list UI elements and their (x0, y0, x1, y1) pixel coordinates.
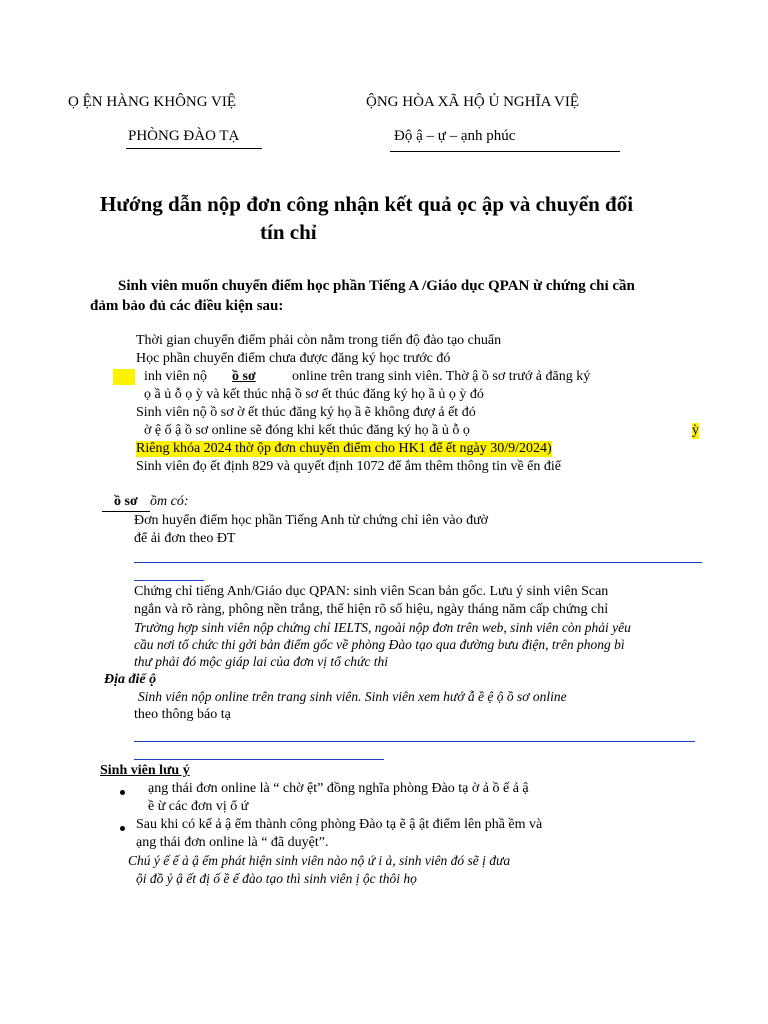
condition-7-highlight: Riêng khóa 2024 thờ ộp đơn chuyển điểm cho HK1 để ết ngày 30/9/2024) (136, 441, 552, 456)
location-1: Sinh viên nộp online trên trang sinh viên. Sinh viên xem hướ ẫ ề ệ ộ ồ sơ online (138, 689, 567, 704)
page-title-line1: Hướng dẫn nộp đơn công nhận kết quả ọc ập và chuyển đổi (100, 192, 634, 216)
dossier-5: Trường hợp sinh viên nộp chứng chỉ IELTS, ngoài nộp đơn trên web, sinh viên còn phải yêu (134, 620, 631, 635)
condition-2: Học phần chuyển điểm chưa được đăng ký học trước đó (136, 351, 451, 366)
location-link-underline-2[interactable] (134, 759, 384, 760)
dossier-6: cầu nơi tổ chức thi gởi bản điểm gốc về phòng Đào tạo qua đường bưu điện, trên phong bì (134, 637, 625, 652)
condition-3a: inh viên nộ (144, 369, 207, 384)
dossier-4: ngắn và rõ ràng, phông nền trắng, thể hiện rõ số hiệu, ngày tháng năm cấp chứng chỉ (134, 602, 609, 617)
header-dept: PHÒNG ĐÀO TẠ (128, 128, 240, 144)
dossier-heading: ồ sơ (114, 494, 138, 509)
header-org: Ọ ỆN HÀNG KHÔNG VIỆ (68, 94, 237, 110)
condition-6b: ỳ (692, 423, 699, 438)
note-1a: ạng thái đơn online là “ chờ ệt” đồng nghĩa phòng Đào tạ ờ ả ồ ế ả ậ (148, 781, 529, 796)
caution-1: Chú ý ế ế ả ậ ểm phát hiện sinh viên nào nộ ứ i ả, sinh viên đó sẽ ị đưa (128, 853, 511, 868)
link-underline-2[interactable] (134, 580, 204, 581)
header-dept-underline (126, 148, 262, 149)
header-motto: Độ ậ – ự – ạnh phúc (394, 128, 516, 144)
highlight-mark (113, 369, 135, 385)
intro-line2: đảm bảo đủ các điều kiện sau: (90, 298, 284, 314)
condition-6a: ờ ệ ố ậ ồ sơ online sẽ đóng khi kết thúc đăng ký họ ầ ủ ỗ ọ (144, 423, 470, 438)
header-motto-underline (390, 151, 620, 152)
header-country: ỘNG HÒA XÃ HỘ Ủ NGHĨA VIỆ (366, 94, 580, 110)
dossier-2: để ải đơn theo ĐT (134, 531, 236, 546)
location-heading: Địa điể ộ (104, 672, 157, 687)
condition-4: ọ ầ ủ ỗ ọ ỳ và kết thúc nhậ ồ sơ ết thúc đăng ký họ ầ ủ ọ ỳ đó (144, 387, 484, 402)
link-underline[interactable] (134, 562, 702, 563)
condition-5: Sinh viên nộ ồ sơ ờ ết thúc đăng ký họ ầ ẽ không đượ ả ết đó (136, 405, 476, 420)
note-1b: ề ừ các đơn vị ổ ứ (148, 799, 249, 814)
location-2: theo thông báo tạ (134, 707, 231, 722)
dossier-7: thư phải đó mộc giáp lai của đơn vị tổ chức thi (134, 654, 389, 669)
dossier-heading-rest: ồm có: (150, 494, 189, 509)
location-link-underline[interactable] (134, 741, 695, 742)
notes-heading: Sinh viên lưu ý (100, 763, 190, 778)
dossier-3: Chứng chỉ tiếng Anh/Giáo dục QPAN: sinh viên Scan bản gốc. Lưu ý sinh viên Scan (134, 584, 609, 599)
condition-3-dossier: ồ sơ (232, 369, 256, 384)
intro-line1: Sinh viên muốn chuyển điểm học phần Tiếng A /Giáo dục QPAN ừ chứng chỉ cần (118, 278, 635, 294)
note-2a: Sau khi có kế ả ậ ểm thành công phòng Đào tạ ẽ ậ ật điểm lên phầ ềm và (136, 817, 543, 832)
page-title-line2: tín chỉ (260, 220, 317, 244)
condition-1: Thời gian chuyển điểm phải còn nằm trong tiến độ đào tạo chuẩn (136, 333, 502, 348)
dossier-underline (102, 511, 150, 512)
dossier-1: Đơn huyển điểm học phần Tiếng Anh từ chứng chỉ iên vào đườ (134, 513, 489, 528)
bullet-2 (120, 826, 125, 831)
condition-8: Sinh viên đọ ết định 829 và quyết định 1072 để ắm thêm thông tin về ển điể (136, 459, 561, 474)
caution-2: ội đồ ỷ ậ ết đị ố ề ế đào tạo thì sinh viên ị ộc thôi họ (136, 871, 417, 886)
bullet-1 (120, 790, 125, 795)
condition-3c: online trên trang sinh viên. Thờ ậ ồ sơ trướ ả đăng ký (292, 369, 591, 384)
note-2b: ạng thái đơn online là “ đã duyệt”. (136, 835, 329, 850)
